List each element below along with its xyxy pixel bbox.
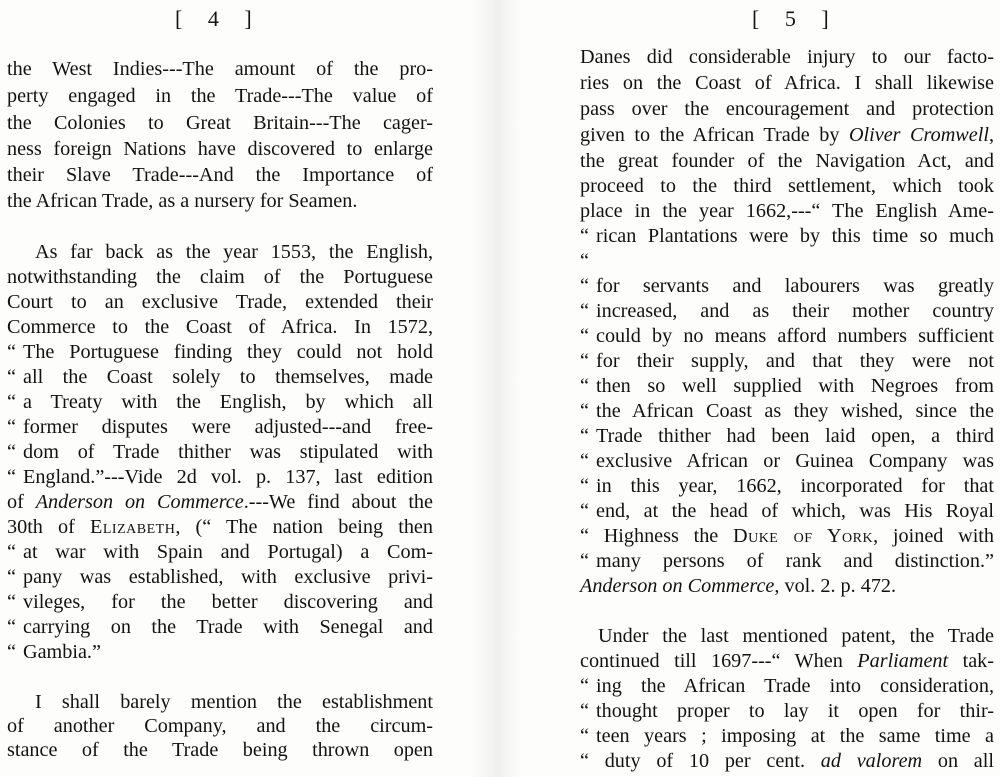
quoted-line: [7, 365, 433, 389]
text-run: “ Highness the: [580, 525, 733, 547]
latin-phrase: ad valorem: [820, 750, 923, 772]
quoted-text: the African Coast as they wished, since the: [596, 400, 994, 422]
quoted-line: [7, 340, 433, 364]
quoted-line: [580, 699, 994, 723]
quoted-text: then so well supplied with Negroes from: [596, 375, 994, 397]
quoted-line: [580, 549, 994, 573]
left-page: [0, 0, 470, 777]
quote-mark: “: [7, 641, 16, 663]
quote-mark: “: [7, 441, 16, 463]
quoted-text: could by no means afford numbers sufficient: [596, 325, 994, 347]
quote-mark: “: [580, 325, 589, 347]
quote-mark: “: [580, 250, 589, 272]
quoted-line: [580, 324, 994, 348]
quote-mark: “: [7, 391, 16, 413]
book-title: Anderson on Commerce: [35, 491, 244, 513]
text-line: Court to an exclusive Trade, extended their: [7, 291, 433, 313]
quoted-text: in this year, 1662, incorporated for that: [596, 475, 994, 497]
quoted-line: [580, 449, 994, 473]
book-gutter: [470, 0, 520, 777]
text-line: notwithstanding the claim of the Portuguese: [7, 266, 433, 288]
quote-mark: “: [580, 275, 589, 297]
text-line: stance of the Trade being thrown open: [7, 739, 433, 761]
quote-mark: “: [580, 350, 589, 372]
quote-mark: “: [580, 550, 589, 572]
text-line: their Slave Trade---And the Importance of: [7, 164, 433, 186]
quoted-line: [580, 674, 994, 698]
quote-mark: “: [580, 300, 589, 322]
quoted-text: teen years ; imposing at the same time a: [596, 725, 994, 747]
text-line: the West Indies---The amount of the pro-: [7, 58, 433, 80]
quote-mark: “: [7, 416, 16, 438]
quote-mark: “: [580, 725, 589, 747]
quoted-line: [7, 390, 433, 414]
text-run: of: [7, 491, 36, 513]
text-run: “ duty of 10 per cent.: [580, 750, 821, 772]
quote-mark: “: [580, 675, 589, 697]
quoted-line: [580, 274, 994, 298]
text-run: tak-: [948, 650, 994, 672]
book-title: Anderson on Commerce: [580, 575, 775, 597]
quote-mark: “: [7, 566, 16, 588]
text-line: Danes did considerable injury to our facto-: [580, 46, 994, 68]
text-line: proceed to the third settlement, which took: [580, 175, 994, 197]
quoted-text: Gambia.”: [23, 641, 101, 663]
citation-line: [580, 574, 994, 598]
text-line: ness foreign Nations have discovered to enlarge: [7, 138, 433, 160]
text-line: [580, 749, 994, 773]
quote-mark: “: [580, 375, 589, 397]
quoted-line: [580, 299, 994, 323]
quoted-text: thought proper to lay it open for thir-: [596, 700, 994, 722]
quoted-text: ing the African Trade into consideration,: [596, 675, 994, 697]
quote-mark: “: [7, 616, 16, 638]
quoted-line: [7, 465, 433, 489]
text-line: pass over the encouragement and protection: [580, 98, 994, 120]
quoted-text: end, at the head of which, was His Royal: [596, 500, 994, 522]
text-line: [580, 123, 994, 147]
quoted-text: for their supply, and that they were not: [596, 350, 994, 372]
quoted-text: The Portuguese finding they could not hold: [23, 341, 433, 363]
quoted-line: [580, 349, 994, 373]
quote-mark: “: [7, 541, 16, 563]
quoted-line: [580, 249, 994, 273]
quoted-text: exclusive African or Guinea Company was: [596, 450, 994, 472]
quoted-line: [7, 415, 433, 439]
left-page-number: [ 4 ]: [175, 6, 262, 31]
quoted-line: [580, 399, 994, 423]
text-run: continued till 1697---“ When: [580, 650, 858, 672]
text-run: on all: [922, 750, 994, 772]
text-line: place in the year 1662,---“ The English Ame-: [580, 200, 994, 222]
paragraph-start-line: As far back as the year 1553, the English,: [35, 241, 433, 263]
quote-mark: “: [580, 425, 589, 447]
quoted-text: all the Coast solely to themselves, made: [23, 366, 433, 388]
text-line: ries on the Coast of Africa. I shall likewise: [580, 72, 994, 94]
text-line: the great founder of the Navigation Act, and: [580, 150, 994, 172]
quoted-text: dom of Trade thither was stipulated with: [23, 441, 433, 463]
quote-mark: “: [580, 400, 589, 422]
quoted-text: many persons of rank and distinction.”: [596, 550, 994, 572]
text-run: 30th of: [7, 516, 91, 538]
text-line: [580, 649, 994, 673]
quoted-text: rican Plantations were by this time so much: [596, 225, 994, 247]
quoted-text: increased, and as their mother country: [596, 300, 994, 322]
quoted-line: [7, 440, 433, 464]
quoted-text: England.”---Vide 2d vol. p. 137, last edition: [23, 466, 433, 488]
royal-title: Duke of York: [733, 525, 874, 547]
quoted-text: carrying on the Trade with Senegal and: [23, 616, 433, 638]
quoted-line: [7, 640, 433, 664]
paragraph-start-line: I shall barely mention the establishment: [35, 691, 433, 713]
paragraph-start-line: Under the last mentioned patent, the Trade: [598, 625, 994, 647]
quote-mark: “: [580, 450, 589, 472]
quote-mark: “: [580, 500, 589, 522]
quoted-line: [580, 474, 994, 498]
quoted-line: [7, 540, 433, 564]
quoted-text: vileges, for the better discovering and: [23, 591, 433, 613]
quoted-line: [580, 499, 994, 523]
quoted-line: [580, 224, 994, 248]
quote-mark: “: [7, 466, 16, 488]
quoted-text: for servants and labourers was greatly: [596, 275, 994, 297]
quote-mark: “: [580, 700, 589, 722]
text-line: the African Trade, as a nursery for Seamen.: [7, 190, 358, 212]
monarch-name: Elizabeth: [90, 516, 176, 538]
text-line: [580, 524, 994, 548]
quote-mark: “: [7, 591, 16, 613]
text-line: the Colonies to Great Britain---The cager-: [7, 112, 433, 134]
text-line: Commerce to the Coast of Africa. In 1572,: [7, 316, 433, 338]
quote-mark: “: [580, 475, 589, 497]
text-run: , vol. 2. p. 472.: [774, 575, 897, 597]
quoted-text: former disputes were adjusted---and free-: [23, 416, 433, 438]
right-page-number: [ 5 ]: [752, 6, 839, 31]
quote-mark: “: [7, 366, 16, 388]
quoted-text: Trade thither had been laid open, a third: [596, 425, 994, 447]
institution-name: Parliament: [857, 650, 949, 672]
quoted-line: [580, 374, 994, 398]
quote-mark: “: [7, 341, 16, 363]
quote-mark: “: [580, 225, 589, 247]
quoted-line: [580, 724, 994, 748]
quoted-line: [7, 615, 433, 639]
quoted-text: pany was established, with exclusive privi-: [23, 566, 433, 588]
text-run: , joined with: [873, 525, 995, 547]
text-run: ,: [988, 124, 994, 146]
person-name: Oliver Cromwell: [848, 124, 989, 146]
quoted-text: at war with Spain and Portugal) a Com-: [23, 541, 433, 563]
text-run: .---We find about the: [243, 491, 433, 513]
quoted-line: [7, 590, 433, 614]
quoted-line: [7, 565, 433, 589]
text-run: given to the African Trade by: [580, 124, 849, 146]
text-line: [7, 515, 433, 539]
quoted-text: a Treaty with the English, by which all: [23, 391, 433, 413]
text-line: perty engaged in the Trade---The value of: [7, 85, 433, 107]
quoted-line: [580, 424, 994, 448]
text-line: [7, 490, 433, 514]
text-line: of another Company, and the circum-: [7, 715, 433, 737]
text-run: , (“ The nation being then: [175, 516, 433, 538]
